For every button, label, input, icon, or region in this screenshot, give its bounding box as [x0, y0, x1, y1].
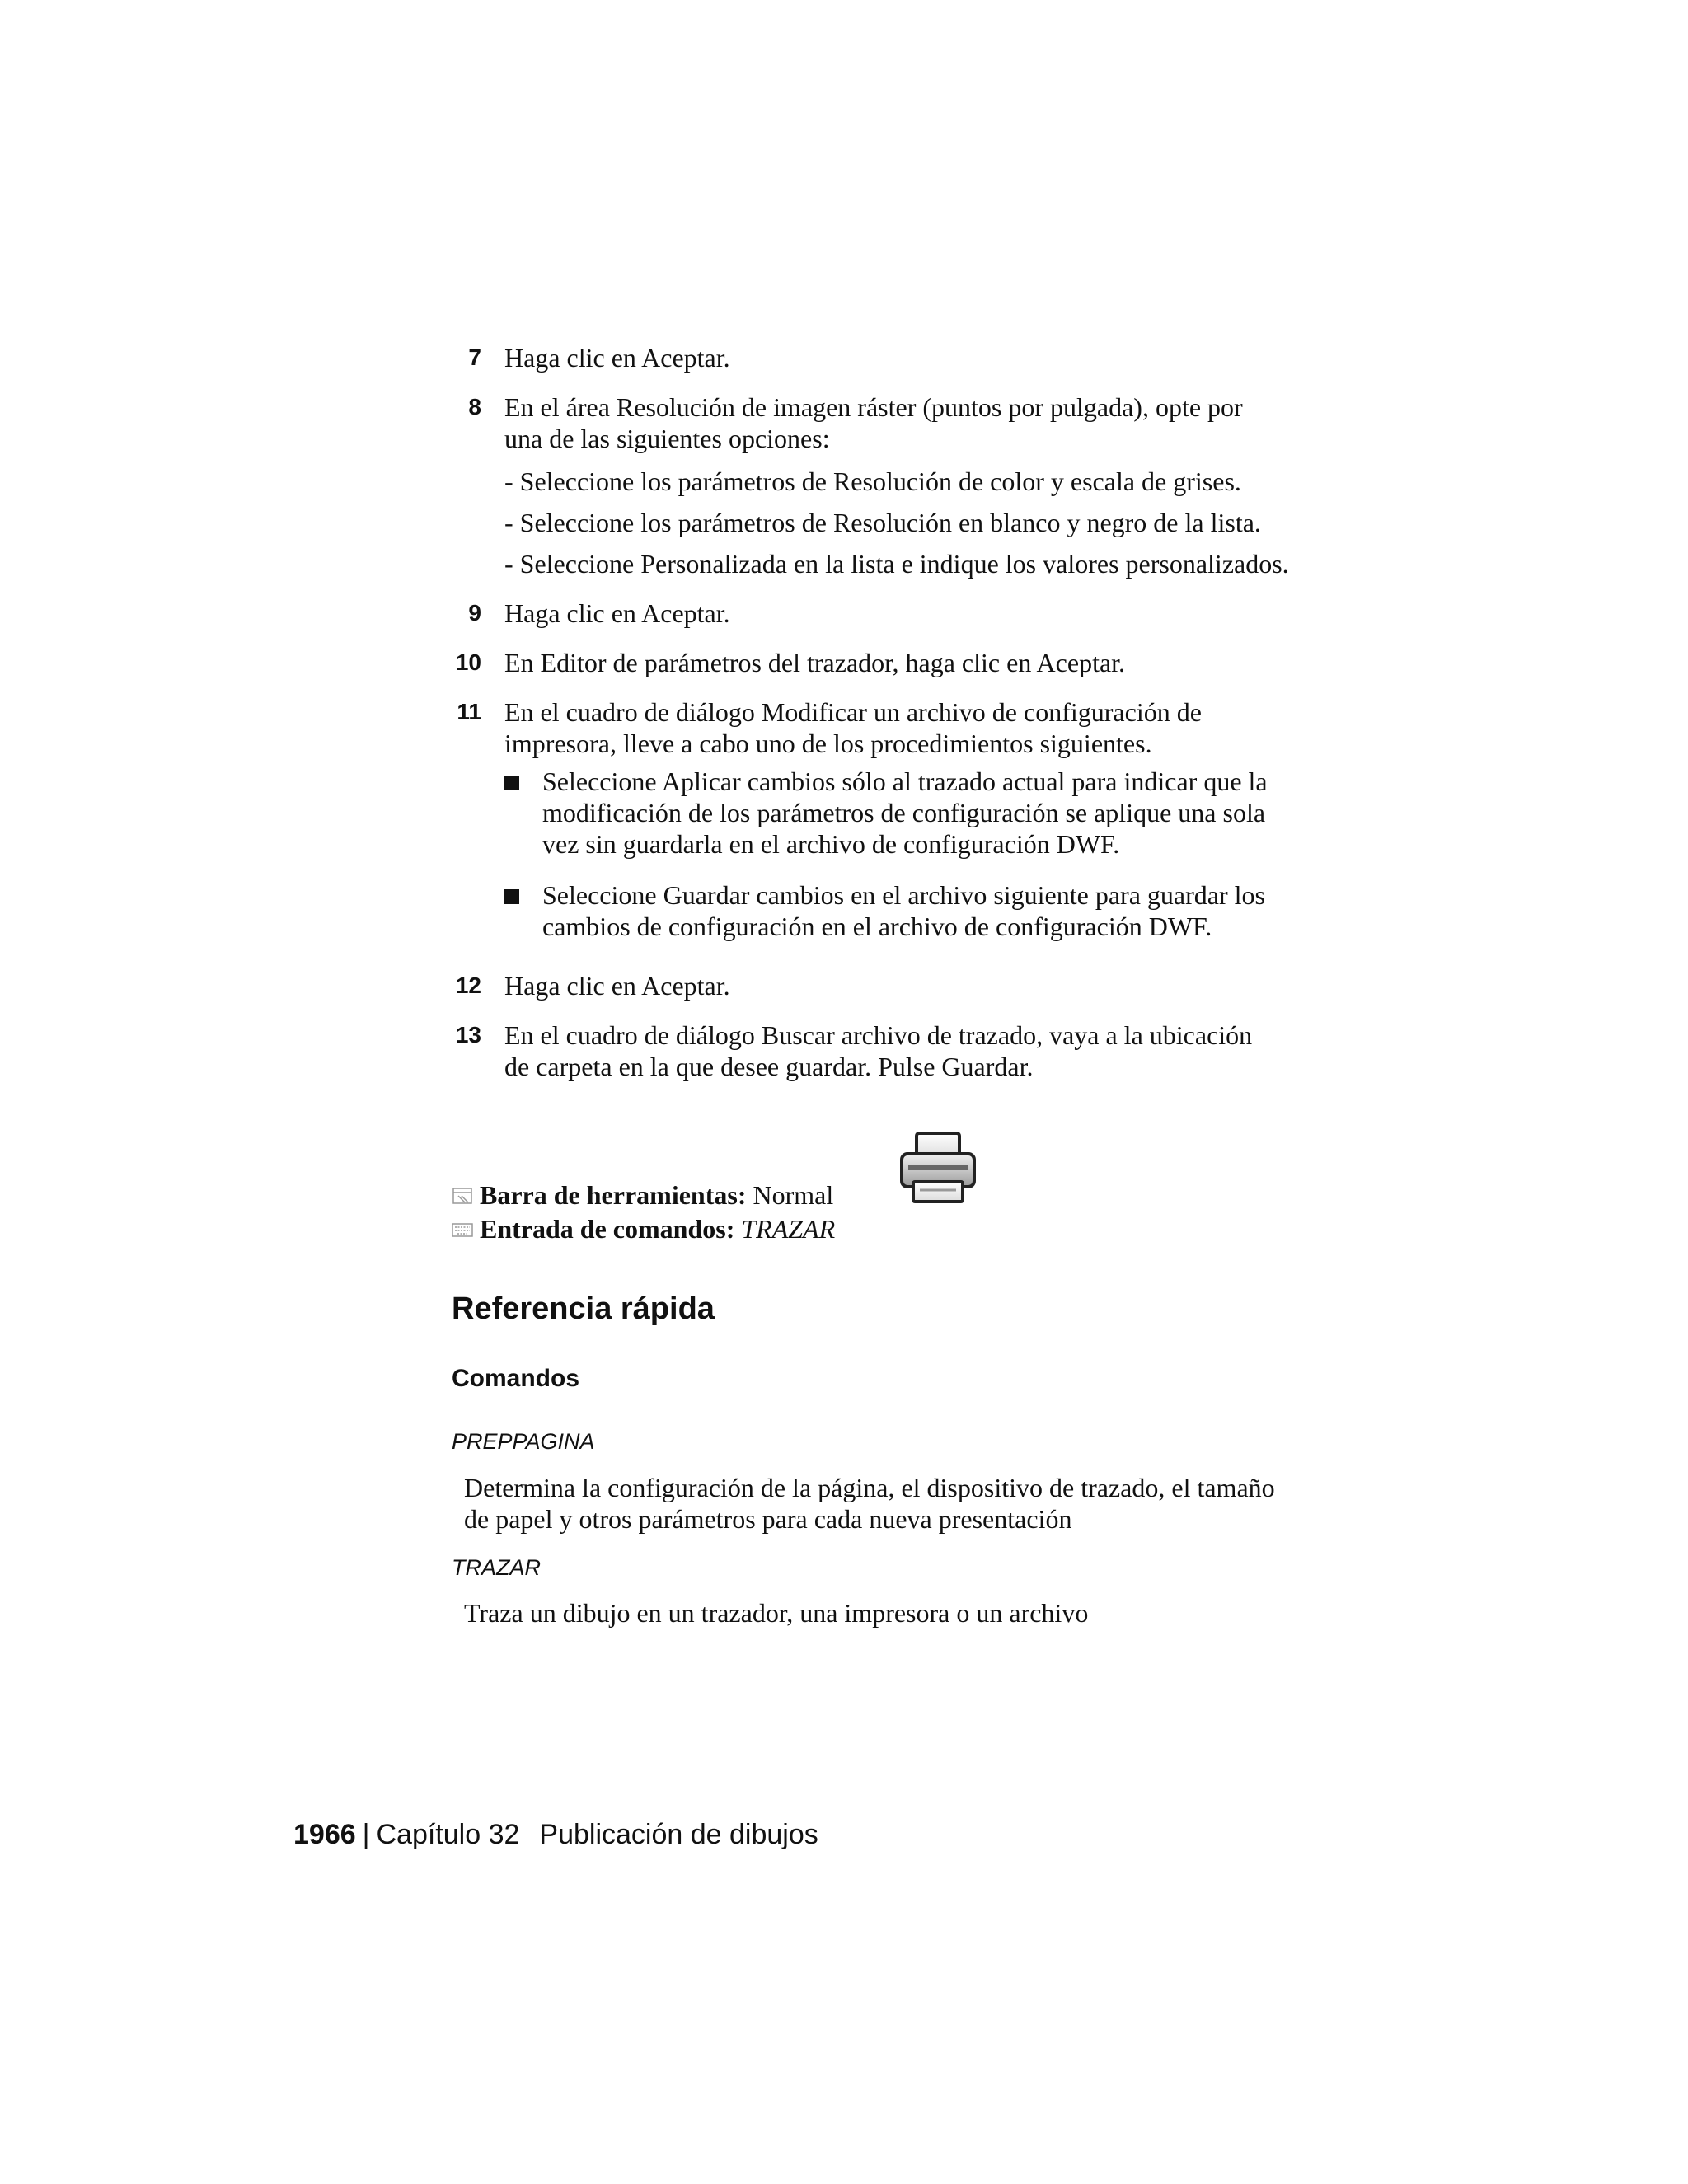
command-description-line: de papel y otros parámetros para cada nueva presentación [464, 1504, 1072, 1534]
page-number: 1966 [293, 1819, 356, 1850]
step-10 [452, 647, 1334, 678]
step-text: Haga clic en Aceptar. [504, 343, 730, 373]
step-7 [452, 342, 1334, 373]
command-entry-label: Entrada de comandos: [480, 1214, 735, 1244]
chapter-title: Publicación de dibujos [539, 1819, 818, 1850]
step-13 [452, 1019, 1334, 1082]
command-entry-value: TRAZAR [741, 1214, 836, 1244]
bullet-item [504, 879, 1334, 942]
step-8 [452, 391, 1334, 579]
bullet-line: cambios de configuración en el archivo de configuración DWF. [542, 912, 1212, 941]
toolbar-reference [452, 1179, 833, 1212]
bullet-square-icon [504, 776, 519, 790]
step-text: En Editor de parámetros del trazador, haga clic en Aceptar. [504, 648, 1126, 677]
step-number: 9 [468, 600, 481, 626]
command-description-line: Determina la configuración de la página, el dispositivo de trazado, el tamaño [464, 1473, 1275, 1502]
step-number: 12 [455, 972, 481, 998]
toolbar-icon [452, 1187, 473, 1205]
command-name: PREPPAGINA [452, 1429, 595, 1454]
bullet-line: vez sin guardarla en el archivo de configuración DWF. [542, 829, 1120, 859]
command-entry-reference [452, 1212, 835, 1245]
keyboard-icon [452, 1221, 473, 1239]
step-number: 10 [455, 649, 481, 675]
step-text-line: En el cuadro de diálogo Modificar un archivo de configuración de [504, 697, 1202, 727]
step-number: 8 [468, 394, 481, 419]
toolbar-value: Normal [753, 1180, 834, 1210]
bullet-line: Seleccione Guardar cambios en el archivo siguiente para guardar los [542, 880, 1265, 910]
step-number: 7 [468, 344, 481, 370]
option-line: - Seleccione los parámetros de Resolución de color y escala de grises. [504, 466, 1241, 496]
bullet-line: Seleccione Aplicar cambios sólo al trazado actual para indicar que la [542, 766, 1268, 796]
command-description-line: Traza un dibujo en un trazador, una impresora o un archivo [464, 1598, 1089, 1628]
printer-icon [898, 1131, 978, 1207]
step-11 [452, 696, 1334, 942]
command-name: TRAZAR [452, 1555, 541, 1580]
chapter-label: Capítulo 32 [376, 1819, 520, 1850]
bullet-square-icon [504, 889, 519, 904]
step-text: Haga clic en Aceptar. [504, 598, 730, 628]
option-line: - Seleccione los parámetros de Resolución en blanco y negro de la lista. [504, 508, 1261, 537]
step-number: 11 [457, 699, 481, 724]
command-description [464, 1597, 1338, 1629]
step-text: Haga clic en Aceptar. [504, 971, 730, 1001]
page-footer [293, 1816, 818, 1853]
step-number: 13 [455, 1022, 481, 1047]
step-text-line: En el cuadro de diálogo Buscar archivo de trazado, vaya a la ubicación [504, 1020, 1253, 1050]
toolbar-label: Barra de herramientas: [480, 1180, 747, 1210]
command-description [464, 1472, 1338, 1535]
step-text-line: impresora, lleve a cabo uno de los procedimientos siguientes. [504, 729, 1152, 758]
step-text-line: una de las siguientes opciones: [504, 424, 830, 453]
commands-subheading: Comandos [452, 1365, 580, 1392]
step-9 [452, 598, 1334, 629]
step-text-line: de carpeta en la que desee guardar. Pulse Guardar. [504, 1052, 1034, 1081]
procedure-steps [452, 342, 1334, 1100]
footer-separator: | [362, 1819, 370, 1850]
option-line: - Seleccione Personalizada en la lista e indique los valores personalizados. [504, 549, 1289, 579]
step-12 [452, 970, 1334, 1001]
bullet-item [504, 766, 1334, 860]
quick-reference-heading: Referencia rápida [452, 1291, 715, 1326]
step-text-line: En el área Resolución de imagen ráster (puntos por pulgada), opte por [504, 392, 1243, 422]
bullet-line: modificación de los parámetros de configuración se aplique una sola [542, 798, 1266, 827]
